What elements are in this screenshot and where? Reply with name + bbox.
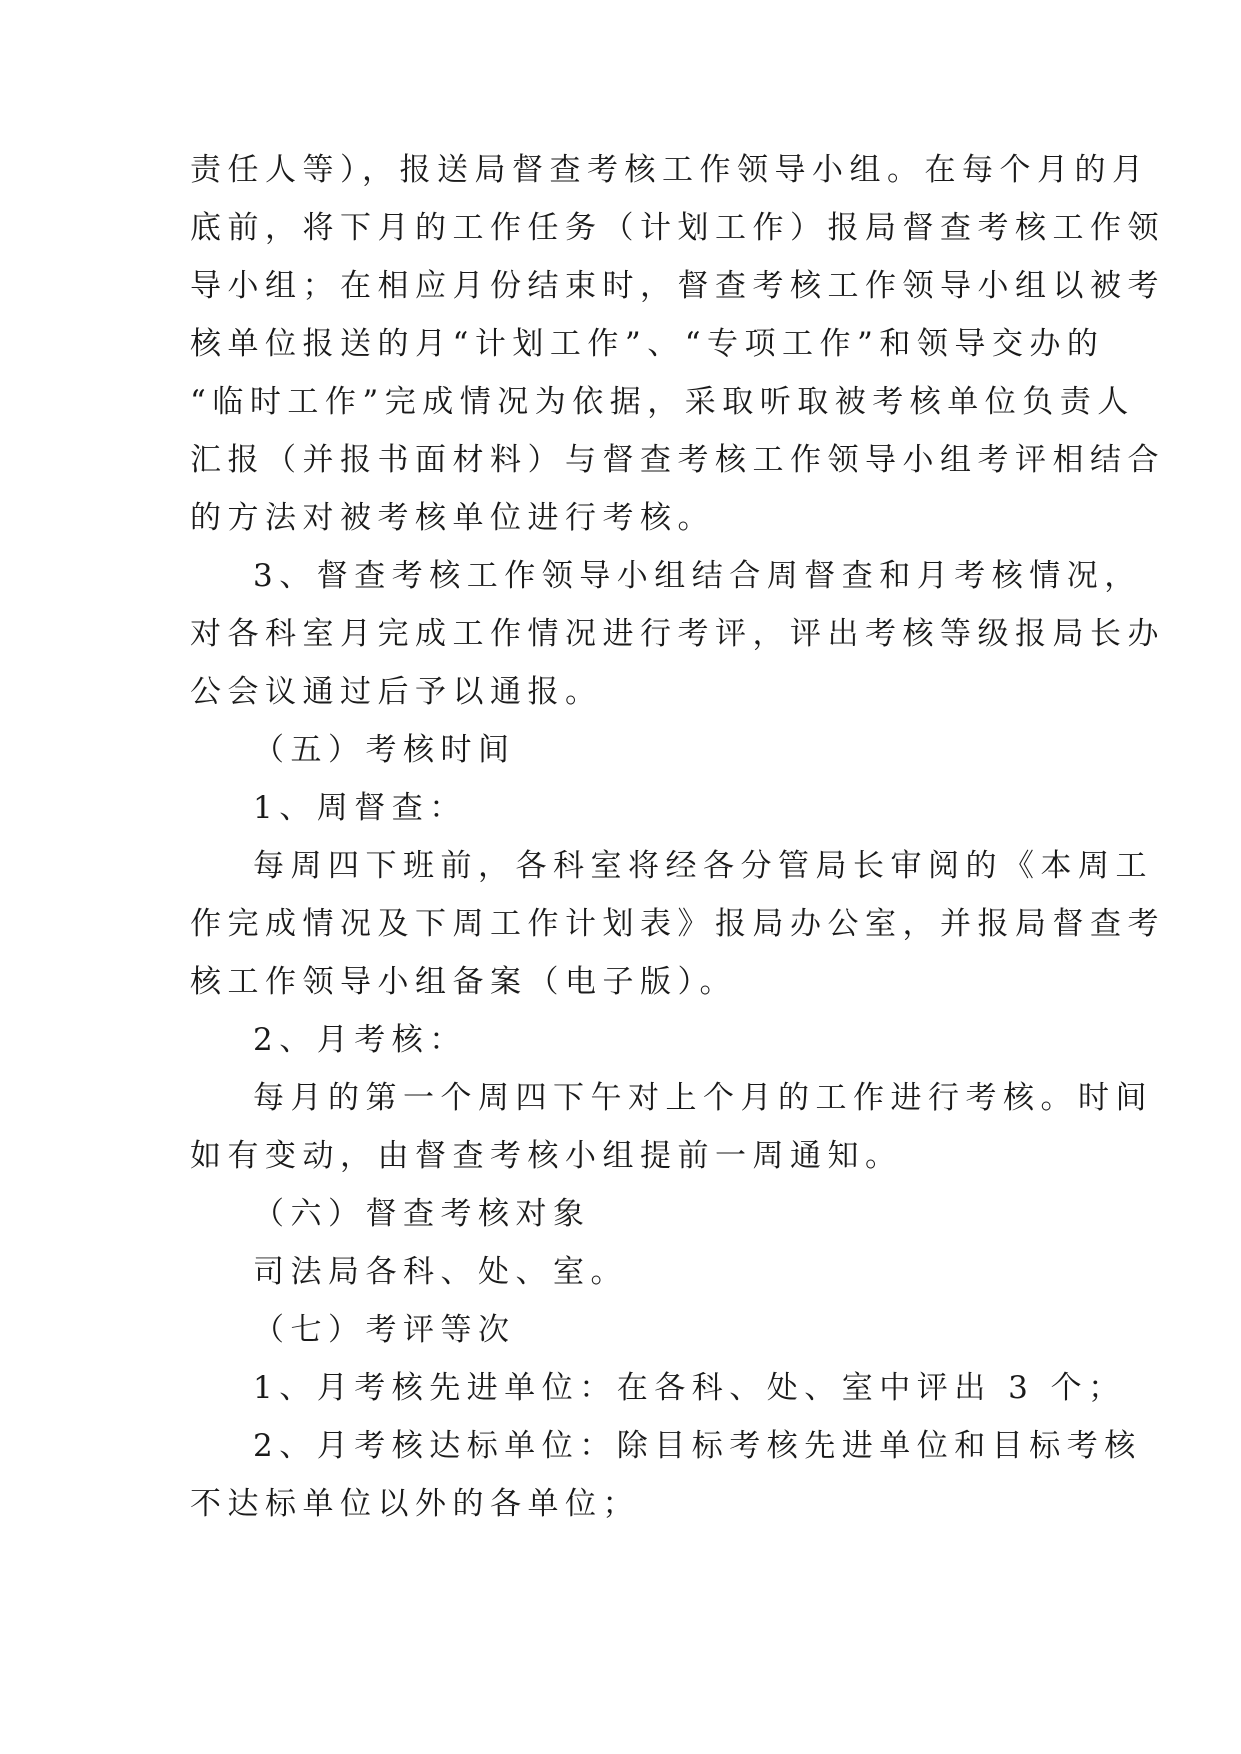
paragraph-line: 作完成情况及下周工作计划表》报局办公室，并报局督查考	[190, 906, 1165, 942]
paragraph-line: 每周四下班前，各科室将经各分管局长审阅的《本周工	[253, 848, 1153, 884]
paragraph-line: 责任人等），报送局督查考核工作领导小组。在每个月的月	[190, 152, 1150, 188]
subsection-heading: 2、月考核：	[253, 1022, 467, 1058]
paragraph-line: 不达标单位以外的各单位；	[190, 1486, 640, 1522]
section-heading: （五）考核时间	[253, 732, 516, 768]
paragraph-line: 司法局各科、处、室。	[253, 1254, 628, 1290]
section-heading: （七）考评等次	[253, 1312, 516, 1348]
paragraph-line: 对各科室月完成工作情况进行考评，评出考核等级报局长办	[190, 616, 1165, 652]
subsection-heading: 1、周督查：	[253, 790, 467, 826]
paragraph-line: 底前，将下月的工作任务（计划工作）报局督查考核工作领	[190, 210, 1165, 246]
paragraph-line: 核工作领导小组备案（电子版）。	[190, 964, 737, 1000]
paragraph-line: 2、月考核达标单位：除目标考核先进单位和目标考核	[253, 1428, 1142, 1464]
paragraph-line: 1、月考核先进单位：在各科、处、室中评出 3 个；	[253, 1370, 1126, 1406]
paragraph-line: 汇报（并报书面材料）与督查考核工作领导小组考评相结合	[190, 442, 1165, 478]
paragraph-line: 核单位报送的月“计划工作”、“专项工作”和领导交办的	[190, 326, 1105, 362]
paragraph-line: “临时工作”完成情况为依据，采取听取被考核单位负责人	[190, 384, 1135, 420]
paragraph-line: 如有变动，由督查考核小组提前一周通知。	[190, 1138, 903, 1174]
paragraph-line: 3、督查考核工作领导小组结合周督查和月考核情况，	[253, 558, 1142, 594]
paragraph-line: 每月的第一个周四下午对上个月的工作进行考核。时间	[253, 1080, 1153, 1116]
paragraph-line: 导小组；在相应月份结束时，督查考核工作领导小组以被考	[190, 268, 1165, 304]
section-heading: （六）督查考核对象	[253, 1196, 591, 1232]
paragraph-line: 公会议通过后予以通报。	[190, 674, 603, 710]
paragraph-line: 的方法对被考核单位进行考核。	[190, 500, 715, 536]
